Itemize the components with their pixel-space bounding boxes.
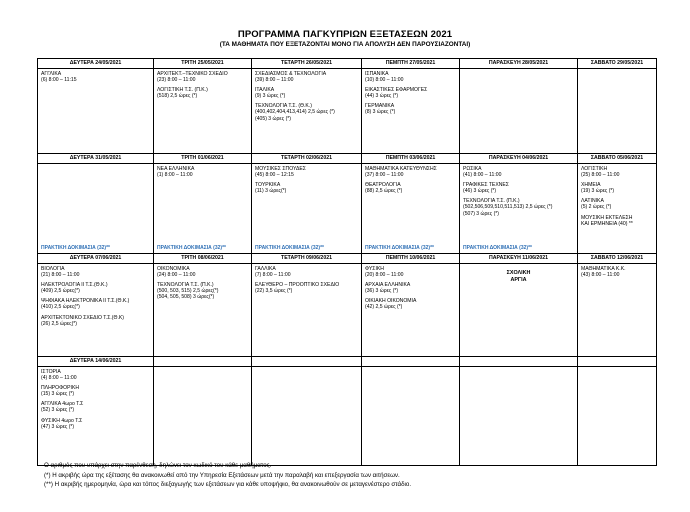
- footnote-code: Ο αριθμός που υπάρχει στην παρένθεση, δηλώνει τον κωδικό του κάθε μαθήματος.: [44, 462, 272, 469]
- subject-time: (43) 8:00 – 11:00: [581, 272, 620, 279]
- subject-time: ΚΑΙ ΕΡΜΗΝΕΙΑ (40) **: [581, 220, 633, 227]
- exam-subject: [255, 71, 358, 83]
- day-header: ΠΕΜΠΤΗ 27/05/2021: [362, 59, 460, 69]
- week-content-row: [38, 69, 657, 154]
- subject-name: ΤΕΧΝΟΛΟΓΙΑ Τ.Σ. (Θ.Κ.): [255, 103, 312, 110]
- exam-subject: [41, 401, 150, 413]
- day-header: ΠΑΡΑΣΚΕΥΗ 11/06/2021: [460, 254, 578, 264]
- day-cell-content: [41, 166, 150, 251]
- subject-name: ΦΥΣΙΚΗ 4ωρο Τ.Σ: [41, 417, 83, 424]
- day-header: [154, 357, 252, 367]
- subject-name: ΓΕΡΜΑΝΙΚΑ: [365, 103, 395, 110]
- subject-time: (6) 8:00 – 11:15: [41, 77, 77, 84]
- exam-subject: [365, 266, 456, 278]
- day-header: ΤΕΤΑΡΤΗ 02/06/2021: [252, 154, 362, 164]
- subject-time: (518) 2,5 ώρες (*): [157, 93, 198, 100]
- exam-subject: [157, 71, 248, 83]
- subject-time: (44) 3 ώρες (*): [365, 93, 399, 100]
- day-cell: [38, 164, 154, 254]
- exam-subject: [581, 198, 653, 210]
- day-header: ΔΕΥΤΕΡΑ 24/05/2021: [38, 59, 154, 69]
- day-header: ΤΕΤΑΡΤΗ 09/06/2021: [252, 254, 362, 264]
- day-cell-content: [365, 166, 456, 251]
- subject-time: (10) 8:00 – 11:00: [365, 77, 404, 84]
- day-header: ΠΑΡΑΣΚΕΥΗ 04/06/2021: [460, 154, 578, 164]
- day-cell: [38, 264, 154, 357]
- subject-time: (410) 2,5 ώρες(*): [41, 304, 80, 311]
- subject-time: (5) 2 ώρες (*): [581, 204, 612, 211]
- exam-subject: [41, 369, 150, 381]
- exam-subject: [41, 298, 150, 310]
- day-cell: [252, 367, 362, 466]
- exam-subject: [255, 166, 358, 178]
- school-holiday: [463, 270, 574, 283]
- subject-time: (46) 3 ώρες (*): [463, 188, 497, 195]
- exam-subject: [365, 182, 456, 194]
- subject-time: (88) 2,5 ώρες (*): [365, 188, 403, 195]
- exam-subject: [41, 71, 150, 83]
- day-header: ΠΑΡΑΣΚΕΥΗ 28/05/2021: [460, 59, 578, 69]
- day-header: [578, 357, 657, 367]
- day-header: ΠΕΜΠΤΗ 10/06/2021: [362, 254, 460, 264]
- day-cell: [362, 164, 460, 254]
- week-header-row: [38, 59, 657, 69]
- subject-time: (21) 8:00 – 11:00: [41, 272, 80, 279]
- exam-subject: [463, 166, 574, 178]
- subject-time: (24) 8:00 – 11:00: [157, 272, 196, 279]
- exam-subject: [255, 282, 358, 294]
- subject-name: ΛΟΓΙΣΤΙΚΗ Τ.Σ. (Π.Κ.): [157, 87, 208, 94]
- subject-name: ΑΡΧΙΤΕΚΤΟΝΙΚΟ ΣΧΕΔΙΟ Τ.Σ.(Θ.Κ): [41, 314, 124, 321]
- exam-schedule-table: [37, 58, 657, 466]
- exam-subject: [41, 418, 150, 430]
- practical-exam-note: ΠΡΑΚΤΙΚΗ ΔΟΚΙΜΑΣΙΑ (32)**: [41, 244, 110, 251]
- subject-name: ΦΥΣΙΚΗ: [365, 266, 384, 272]
- day-cell-content: [157, 266, 248, 354]
- subject-name: ΙΤΑΛΙΚΑ: [255, 87, 275, 94]
- day-header: [252, 357, 362, 367]
- subject-time: (19) 3 ώρες (*): [581, 188, 615, 195]
- day-cell-content: [463, 166, 574, 251]
- exam-subject: [41, 385, 150, 397]
- week-content-row: [38, 264, 657, 357]
- day-cell: [154, 367, 252, 466]
- practical-exam-note: ΠΡΑΚΤΙΚΗ ΔΟΚΙΜΑΣΙΑ (32)**: [463, 244, 532, 251]
- subject-time: (500, 503, 515) 2,5 ώρες(*): [157, 288, 219, 295]
- subject-time: (47) 3 ώρες (*): [41, 423, 75, 430]
- subject-time: (11) 3 ώρες(*): [255, 188, 287, 195]
- subject-time: (9) 3 ώρες (*): [255, 93, 286, 100]
- week-header-row: [38, 254, 657, 264]
- exam-subject: [365, 71, 456, 83]
- holiday-label: ΑΡΓΙΑ: [510, 276, 527, 283]
- day-cell-content: [255, 369, 358, 463]
- exam-subject: [255, 182, 358, 194]
- week-header-row: [38, 357, 657, 367]
- day-cell-content: [581, 71, 653, 151]
- subject-name: ΒΙΟΛΟΓΙΑ: [41, 266, 65, 272]
- subject-time: (39) 8:00 – 11:00: [255, 77, 294, 84]
- footnote-time: (*) Η ακριβής ώρα της εξέτασης θα ανακοινωθεί από την Υπηρεσία Εξετάσεων μετά την παραλαβή και επεξεργασία των αιτήσεων.: [44, 471, 400, 479]
- day-cell: [578, 367, 657, 466]
- practical-exam-note: ΠΡΑΚΤΙΚΗ ΔΟΚΙΜΑΣΙΑ (32)**: [255, 244, 324, 251]
- page-subtitle: (ΤΑ ΜΑΘΗΜΑΤΑ ΠΟΥ ΕΞΕΤΑΖΟΝΤΑΙ ΜΟΝΟ ΓΙΑ ΑΠΟΛΥΣΗ ΔΕΝ ΠΑΡΟΥΣΙΑΖΟΝΤΑΙ): [219, 41, 471, 48]
- subject-time: (41) 8:00 – 11:00: [463, 172, 502, 179]
- exam-subject: [157, 282, 248, 300]
- day-header: ΣΑΒΒΑΤΟ 05/06/2021: [578, 154, 657, 164]
- day-header: ΔΕΥΤΕΡΑ 31/05/2021: [38, 154, 154, 164]
- exam-subject: [157, 87, 248, 99]
- day-header: ΔΕΥΤΕΡΑ 07/06/2021: [38, 254, 154, 264]
- exam-subject: [463, 182, 574, 194]
- day-cell-content: [41, 266, 150, 354]
- day-header: ΤΡΙΤΗ 08/06/2021: [154, 254, 252, 264]
- day-cell: [578, 69, 657, 154]
- exam-subject: [365, 166, 456, 178]
- subject-time: (4) 8:00 – 11:00: [41, 375, 77, 382]
- exam-subject: [255, 87, 358, 99]
- practical-exam-note: ΠΡΑΚΤΙΚΗ ΔΟΚΙΜΑΣΙΑ (32)**: [365, 244, 434, 251]
- subject-time: (36) 3 ώρες (*): [365, 288, 399, 295]
- subject-time: (52) 3 ώρες (*): [41, 407, 75, 414]
- subject-name: ΗΛΕΚΤΡΟΛΟΓΙΑ ΙΙ Τ.Σ.(Θ.Κ.): [41, 282, 108, 289]
- subject-name: ΜΟΥΣΙΚΗ ΕΚΤΕΛΕΣΗ: [581, 214, 633, 221]
- exam-subject: [41, 315, 150, 327]
- day-cell: [460, 264, 578, 357]
- subject-name: ΜΑΘΗΜΑΤΙΚΑ Κ.Κ.: [581, 266, 626, 272]
- subject-time: (37) 8:00 – 11:00: [365, 172, 404, 179]
- day-cell-content: [365, 71, 456, 151]
- day-cell-content: [255, 71, 358, 151]
- subject-name: ΓΡΑΦΙΚΕΣ ΤΕΧΝΕΣ: [463, 182, 509, 189]
- subject-name: ΛΑΤΙΝΙΚΑ: [581, 198, 604, 205]
- subject-time: (400,402,404,413,414) 2,5 ώρες (*): [255, 109, 335, 116]
- day-cell: [362, 69, 460, 154]
- exam-subject: [365, 298, 456, 310]
- day-cell: [252, 164, 362, 254]
- day-cell: [252, 69, 362, 154]
- subject-name: ΝΕΑ ΕΛΛΗΝΙΚΑ: [157, 166, 195, 172]
- footnote-date: (**) Η ακριβής ημερομηνία, ώρα και τόπος διεξαγωγής των εξετάσεων για κάθε υποψήφιο, θα ανακοινωθούν σε μεταγενέστερο στάδιο.: [44, 481, 412, 489]
- day-cell-content: [463, 369, 574, 463]
- subject-name: ΠΛΗΡΟΦΟΡΙΚΗ: [41, 385, 80, 392]
- subject-name: ΡΩΣΙΚΑ: [463, 166, 482, 172]
- day-header: ΔΕΥΤΕΡΑ 14/06/2021: [38, 357, 154, 367]
- subject-name: ΙΣΤΟΡΙΑ: [41, 369, 61, 375]
- day-header: ΤΡΙΤΗ 25/05/2021: [154, 59, 252, 69]
- subject-time: (502,506,509,510,511,513) 2,5 ώρες (*): [463, 204, 553, 211]
- day-cell-content: [581, 266, 653, 354]
- subject-time: (22) 3,5 ώρες (*): [255, 288, 293, 295]
- subject-time: (42) 2,5 ώρες (*): [365, 304, 403, 311]
- subject-name: ΙΣΠΑΝΙΚΑ: [365, 71, 389, 77]
- day-cell: [578, 264, 657, 357]
- day-cell: [362, 264, 460, 357]
- subject-name: ΑΓΓΛΙΚΑ 4ωρο Τ.Σ: [41, 401, 84, 408]
- day-cell: [252, 264, 362, 357]
- subject-name: ΘΕΑΤΡΟΛΟΓΙΑ: [365, 182, 401, 189]
- day-cell-content: [41, 369, 150, 463]
- subject-name: ΕΛΕΥΘΕΡΟ – ΠΡΟΟΠΤΙΚΟ ΣΧΕΔΙΟ: [255, 282, 340, 289]
- subject-time: (26) 2,5 ώρες(*): [41, 320, 77, 327]
- day-cell-content: [463, 71, 574, 151]
- subject-time-extra: (507) 3 ώρες (*): [463, 210, 499, 217]
- day-cell-content: [365, 369, 456, 463]
- week-header-row: [38, 154, 657, 164]
- practical-exam-note: ΠΡΑΚΤΙΚΗ ΔΟΚΙΜΑΣΙΑ (32)**: [157, 244, 226, 251]
- day-cell: [38, 367, 154, 466]
- subject-name: ΑΓΓΛΙΚΑ: [41, 71, 62, 77]
- day-header: ΤΕΤΑΡΤΗ 26/05/2021: [252, 59, 362, 69]
- exam-subject: [157, 166, 248, 178]
- subject-time: (23) 8:00 – 11:00: [157, 77, 196, 84]
- day-cell: [460, 164, 578, 254]
- day-cell-content: [157, 71, 248, 151]
- exam-subject: [365, 103, 456, 115]
- subject-name: ΜΟΥΣΙΚΕΣ ΣΠΟΥΔΕΣ: [255, 166, 306, 172]
- subject-name: ΓΑΛΛΙΚΑ: [255, 266, 276, 272]
- exam-subject: [157, 266, 248, 278]
- subject-time: (45) 8:00 – 12:15: [255, 172, 294, 179]
- exam-subject: [41, 266, 150, 278]
- exam-subject: [255, 266, 358, 278]
- subject-name: ΛΟΓΙΣΤΙΚΗ: [581, 166, 608, 172]
- subject-time: (1) 8:00 – 11:00: [157, 172, 193, 179]
- subject-time: (8) 3 ώρες (*): [365, 109, 396, 116]
- exam-subject: [365, 87, 456, 99]
- day-cell: [154, 264, 252, 357]
- day-header: [460, 357, 578, 367]
- day-cell-content: [463, 270, 574, 357]
- exam-subject: [255, 103, 358, 121]
- subject-time: (7) 8:00 – 11:00: [255, 272, 291, 279]
- holiday-label: ΣΧΟΛΙΚΗ: [506, 270, 531, 276]
- subject-name: ΧΗΜΕΙΑ: [581, 182, 601, 189]
- subject-time: (15) 3 ώρες (*): [41, 391, 75, 398]
- day-cell: [578, 164, 657, 254]
- subject-name: ΑΡΧΑΙΑ ΕΛΛΗΝΙΚΑ: [365, 282, 411, 289]
- subject-time: (409) 2,5 ώρες(*): [41, 288, 80, 295]
- subject-name: ΟΙΚΟΝΟΜΙΚΑ: [157, 266, 190, 272]
- day-cell: [460, 367, 578, 466]
- subject-time-extra: (504, 505, 508) 3 ώρες(*): [157, 294, 215, 301]
- subject-name: ΣΧΕΔΙΑΣΜΟΣ & ΤΕΧΝΟΛΟΓΙΑ: [255, 71, 327, 77]
- day-header: ΣΑΒΒΑΤΟ 29/05/2021: [578, 59, 657, 69]
- subject-time: (20) 8:00 – 11:00: [365, 272, 404, 279]
- day-cell: [460, 69, 578, 154]
- day-cell: [154, 69, 252, 154]
- exam-subject: [581, 266, 653, 278]
- subject-name: ΨΗΦΙΑΚΑ ΗΛΕΚΤΡΟΝΙΚΑ ΙΙ Τ.Σ.(Θ.Κ.): [41, 298, 130, 305]
- exam-subject: [581, 166, 653, 178]
- page-title: ΠΡΟΓΡΑΜΜΑ ΠΑΓΚΥΠΡΙΩΝ ΕΞΕΤΑΣΕΩΝ 2021: [237, 29, 453, 40]
- subject-name: ΤΕΧΝΟΛΟΓΙΑ Τ.Σ. (Π.Κ.): [157, 282, 214, 289]
- footnotes: [44, 461, 411, 490]
- exam-subject: [463, 198, 574, 216]
- day-cell: [38, 69, 154, 154]
- day-cell-content: [255, 266, 358, 354]
- day-cell-content: [157, 166, 248, 251]
- subject-name: ΤΟΥΡΚΙΚΑ: [255, 182, 281, 189]
- exam-subject: [581, 182, 653, 194]
- exam-subject: [581, 215, 653, 227]
- subject-name: ΕΙΚΑΣΤΙΚΕΣ ΕΦΑΡΜΟΓΕΣ: [365, 87, 428, 94]
- day-cell-content: [41, 71, 150, 151]
- subject-name: ΑΡΧΙΤΕΚΤ.–ΤΕΧΝΙΚΟ ΣΧΕΔΙΟ: [157, 71, 228, 77]
- day-header: ΣΑΒΒΑΤΟ 12/06/2021: [578, 254, 657, 264]
- day-cell: [362, 367, 460, 466]
- day-cell-content: [255, 166, 358, 251]
- day-header: ΠΕΜΠΤΗ 03/06/2021: [362, 154, 460, 164]
- exam-subject: [41, 282, 150, 294]
- subject-time-extra: (405) 3 ώρες (*): [255, 115, 291, 122]
- week-content-row: [38, 164, 657, 254]
- subject-time: (25) 8:00 – 11:00: [581, 172, 620, 179]
- subject-name: ΟΙΚΙΑΚΗ ΟΙΚΟΝΟΜΙΑ: [365, 298, 417, 305]
- day-cell-content: [581, 166, 653, 251]
- day-header: ΤΡΙΤΗ 01/06/2021: [154, 154, 252, 164]
- day-cell-content: [365, 266, 456, 354]
- week-content-row: [38, 367, 657, 466]
- subject-name: ΜΑΘΗΜΑΤΙΚΑ ΚΑΤΕΥΘΥΝΣΗΣ: [365, 166, 437, 172]
- day-header: [362, 357, 460, 367]
- day-cell-content: [157, 369, 248, 463]
- subject-name: ΤΕΧΝΟΛΟΓΙΑ Τ.Σ. (Π.Κ.): [463, 198, 520, 205]
- day-cell: [154, 164, 252, 254]
- day-cell-content: [581, 369, 653, 463]
- exam-subject: [365, 282, 456, 294]
